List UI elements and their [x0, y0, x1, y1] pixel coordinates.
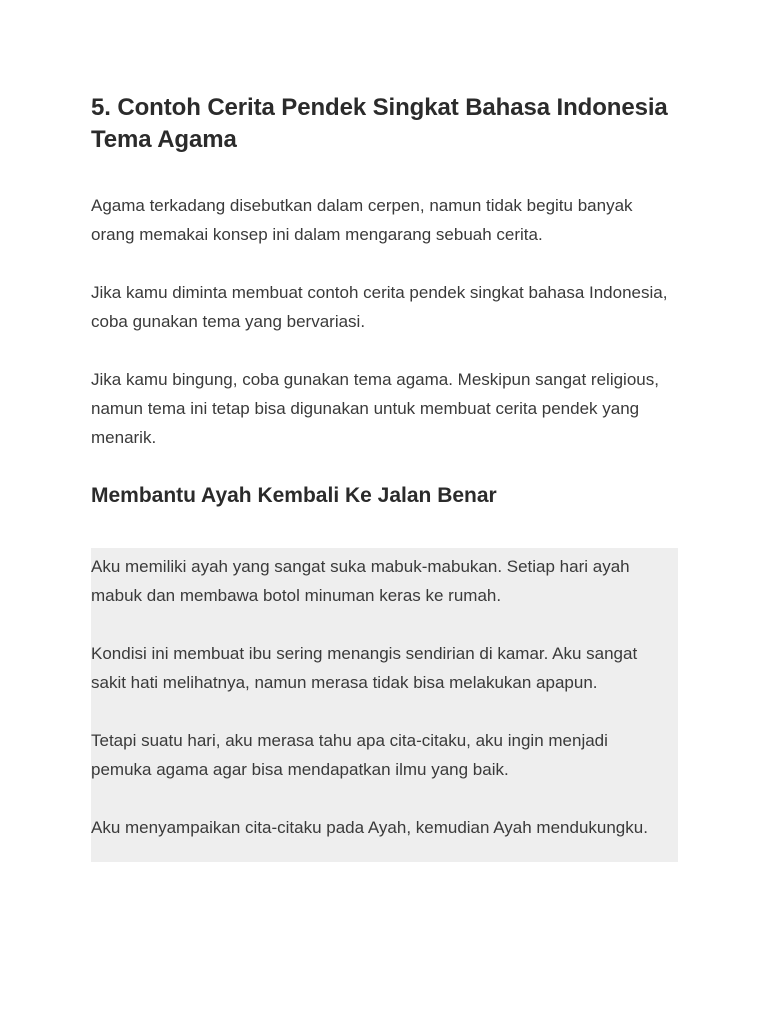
story-paragraph-4: Aku menyampaikan cita-citaku pada Ayah, kemudian Ayah mendukungku.: [91, 818, 648, 837]
story-title: Membantu Ayah Kembali Ke Jalan Benar: [91, 484, 497, 507]
intro-paragraph-3: Jika kamu bingung, coba gunakan tema agama. Meskipun sangat religious, namun tema ini tetap bisa digunakan untuk membuat cerita pendek yang menarik.: [91, 370, 659, 447]
story-paragraph-2: Kondisi ini membuat ibu sering menangis sendirian di kamar. Aku sangat sakit hati melihatnya, namun merasa tidak bisa melakukan apapun.: [91, 644, 638, 692]
story-paragraph-1: Aku memiliki ayah yang sangat suka mabuk-mabukan. Setiap hari ayah mabuk dan membawa botol minuman keras ke rumah.: [91, 557, 630, 605]
story-box: [91, 548, 678, 862]
article-title: 5. Contoh Cerita Pendek Singkat Bahasa Indonesia Tema Agama: [91, 94, 668, 153]
intro-paragraph-2: Jika kamu diminta membuat contoh cerita pendek singkat bahasa Indonesia, coba gunakan tema yang bervariasi.: [91, 283, 668, 331]
story-paragraph-3: Tetapi suatu hari, aku merasa tahu apa cita-citaku, aku ingin menjadi pemuka agama agar bisa mendapatkan ilmu yang baik.: [91, 731, 608, 779]
article: [91, 92, 679, 862]
intro-section: [91, 191, 679, 452]
intro-paragraph-1: Agama terkadang disebutkan dalam cerpen, namun tidak begitu banyak orang memakai konsep ini dalam mengarang sebuah cerita.: [91, 196, 633, 244]
